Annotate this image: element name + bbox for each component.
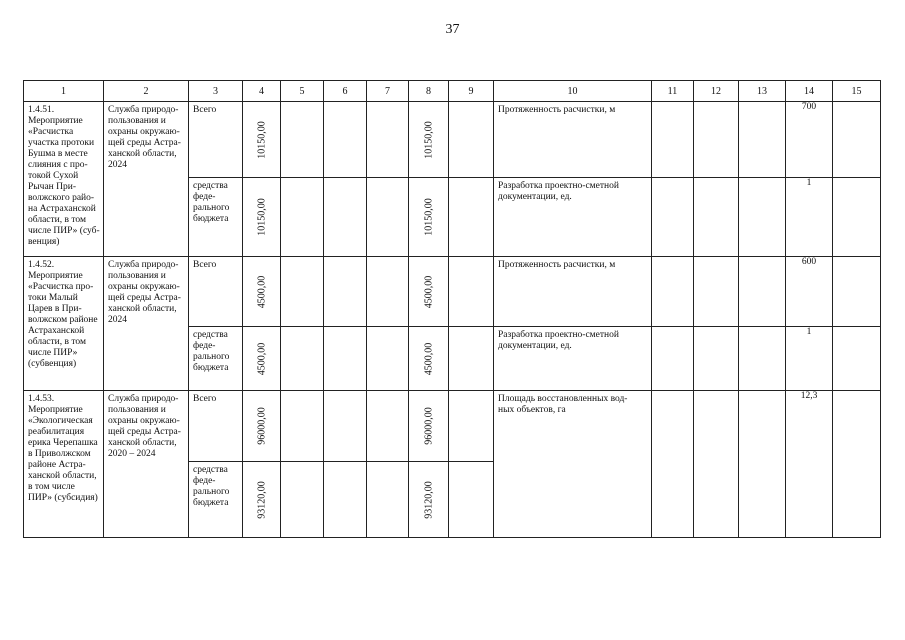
empty-cell xyxy=(281,391,324,462)
header-col-14: 14 xyxy=(786,81,833,102)
executor-text: Служба природо- пользования и охраны окружаю- щей среды Астра- ханской области, 2020 – 2024 xyxy=(108,394,181,459)
empty-cell xyxy=(652,102,694,178)
header-col-3: 3 xyxy=(189,81,243,102)
table-row xyxy=(24,391,881,462)
source-cell xyxy=(189,102,243,178)
measure-text: 1.4.53. Мероприятие «Экологическая реабилитация ерика Черепашка в Приволжском районе Астра- ханской области, в том числе ПИР» (субсидия) xyxy=(28,394,98,503)
indicator-value: 700 xyxy=(801,102,817,112)
empty-cell xyxy=(652,327,694,391)
header-col-5: 5 xyxy=(281,81,324,102)
measure-cell xyxy=(24,102,104,257)
indicator-text: Протяженность расчистки, м xyxy=(498,105,616,115)
amount-value: 10150,00 xyxy=(256,120,267,159)
header-col-10: 10 xyxy=(494,81,652,102)
amount-cell-8 xyxy=(409,327,449,391)
empty-cell xyxy=(324,462,367,538)
source-text: средства феде- рального бюджета xyxy=(193,330,230,373)
amount-cell-8 xyxy=(409,462,449,538)
amount-value: 10150,00 xyxy=(256,198,267,236)
header-col-7: 7 xyxy=(367,81,409,102)
header-col-13: 13 xyxy=(739,81,786,102)
empty-cell xyxy=(367,102,409,178)
header-col-11: 11 xyxy=(652,81,694,102)
indicator-text: Разработка проектно-сметной документации, ед. xyxy=(498,181,619,202)
amount-value: 93120,00 xyxy=(256,480,267,519)
empty-cell xyxy=(324,178,367,257)
empty-cell xyxy=(833,257,881,327)
indicator-text: Разработка проектно-сметной документации, ед. xyxy=(498,330,619,351)
amount-value: 4500,00 xyxy=(423,275,434,308)
header-col-1: 1 xyxy=(24,81,104,102)
amount-value: 10150,00 xyxy=(423,120,434,159)
empty-cell xyxy=(833,178,881,257)
empty-cell xyxy=(449,327,494,391)
amount-cell-4 xyxy=(243,391,281,462)
indicator-value: 1 xyxy=(806,178,812,188)
measure-cell xyxy=(24,391,104,538)
source-text: Всего xyxy=(193,260,217,270)
amount-value: 96000,00 xyxy=(423,407,434,445)
indicator-value-cell xyxy=(786,102,833,178)
amount-value: 4500,00 xyxy=(256,342,267,375)
amount-value: 93120,00 xyxy=(423,480,434,519)
source-cell xyxy=(189,327,243,391)
empty-cell xyxy=(367,178,409,257)
amount-value: 10150,00 xyxy=(423,198,434,236)
header-col-4: 4 xyxy=(243,81,281,102)
amount-cell-4 xyxy=(243,102,281,178)
header-col-15: 15 xyxy=(833,81,881,102)
empty-cell xyxy=(652,178,694,257)
indicator-value-cell xyxy=(786,178,833,257)
amount-value: 96000,00 xyxy=(256,407,267,445)
empty-cell xyxy=(449,257,494,327)
indicator-value-cell xyxy=(786,257,833,327)
empty-cell xyxy=(694,178,739,257)
source-cell xyxy=(189,391,243,462)
source-text: средства феде- рального бюджета xyxy=(193,181,230,224)
amount-cell-8 xyxy=(409,178,449,257)
empty-cell xyxy=(833,391,881,538)
executor-cell xyxy=(104,102,189,257)
empty-cell xyxy=(324,102,367,178)
empty-cell xyxy=(694,257,739,327)
indicator-cell xyxy=(494,327,652,391)
amount-cell-8 xyxy=(409,257,449,327)
empty-cell xyxy=(833,102,881,178)
source-text: Всего xyxy=(193,105,217,115)
header-col-6: 6 xyxy=(324,81,367,102)
indicator-value: 600 xyxy=(801,257,817,267)
empty-cell xyxy=(281,102,324,178)
empty-cell xyxy=(281,257,324,327)
indicator-value: 1 xyxy=(806,327,812,337)
indicator-text: Протяженность расчистки, м xyxy=(498,260,616,270)
amount-cell-8 xyxy=(409,102,449,178)
executor-cell xyxy=(104,391,189,538)
empty-cell xyxy=(449,462,494,538)
empty-cell xyxy=(367,462,409,538)
header-col-12: 12 xyxy=(694,81,739,102)
amount-cell-4 xyxy=(243,462,281,538)
executor-text: Служба природо- пользования и охраны окружаю- щей среды Астра- ханской области, 2024 xyxy=(108,105,181,170)
empty-cell xyxy=(449,391,494,462)
empty-cell xyxy=(652,391,694,538)
empty-cell xyxy=(694,327,739,391)
measure-text: 1.4.51. Мероприятие «Расчистка участка протоки Бушма в месте слияния с про- токой Сухой Рычан При- волжского райо- на Астраханской области, в том числе ПИР» (суб- венция) xyxy=(28,105,100,247)
amount-value: 4500,00 xyxy=(423,342,434,375)
empty-cell xyxy=(281,462,324,538)
empty-cell xyxy=(449,102,494,178)
header-row xyxy=(24,81,881,102)
empty-cell xyxy=(652,257,694,327)
empty-cell xyxy=(281,178,324,257)
empty-cell xyxy=(739,257,786,327)
empty-cell xyxy=(739,102,786,178)
empty-cell xyxy=(367,391,409,462)
indicator-cell xyxy=(494,178,652,257)
empty-cell xyxy=(324,327,367,391)
header-col-9: 9 xyxy=(449,81,494,102)
empty-cell xyxy=(694,391,739,538)
table-row xyxy=(24,257,881,327)
amount-cell-4 xyxy=(243,257,281,327)
source-cell xyxy=(189,462,243,538)
measure-cell xyxy=(24,257,104,391)
empty-cell xyxy=(739,178,786,257)
amount-cell-4 xyxy=(243,327,281,391)
indicator-cell xyxy=(494,391,652,538)
indicator-value-cell xyxy=(786,391,833,538)
indicator-value: 12,3 xyxy=(800,391,818,401)
source-cell xyxy=(189,178,243,257)
source-text: Всего xyxy=(193,394,217,404)
executor-text: Служба природо- пользования и охраны окружаю- щей среды Астра- ханской области, 2024 xyxy=(108,260,181,325)
empty-cell xyxy=(367,257,409,327)
header-col-8: 8 xyxy=(409,81,449,102)
indicator-text: Площадь восстановленных вод- ных объектов, га xyxy=(498,394,628,415)
indicator-cell xyxy=(494,102,652,178)
empty-cell xyxy=(694,102,739,178)
empty-cell xyxy=(367,327,409,391)
executor-cell xyxy=(104,257,189,391)
amount-cell-4 xyxy=(243,178,281,257)
empty-cell xyxy=(449,178,494,257)
empty-cell xyxy=(281,327,324,391)
table-row xyxy=(24,102,881,178)
measure-text: 1.4.52. Мероприятие «Расчистка про- токи Малый Царев в При- волжском районе Астраханской области, в том числе ПИР» (субвенция) xyxy=(28,260,98,369)
empty-cell xyxy=(739,327,786,391)
indicator-value-cell xyxy=(786,327,833,391)
header-col-2: 2 xyxy=(104,81,189,102)
empty-cell xyxy=(324,257,367,327)
source-cell xyxy=(189,257,243,327)
amount-cell-8 xyxy=(409,391,449,462)
page-number: 37 xyxy=(445,22,460,37)
program-table xyxy=(23,80,881,538)
source-text: средства феде- рального бюджета xyxy=(193,465,230,508)
amount-value: 4500,00 xyxy=(256,275,267,308)
indicator-cell xyxy=(494,257,652,327)
empty-cell xyxy=(324,391,367,462)
empty-cell xyxy=(739,391,786,538)
empty-cell xyxy=(833,327,881,391)
